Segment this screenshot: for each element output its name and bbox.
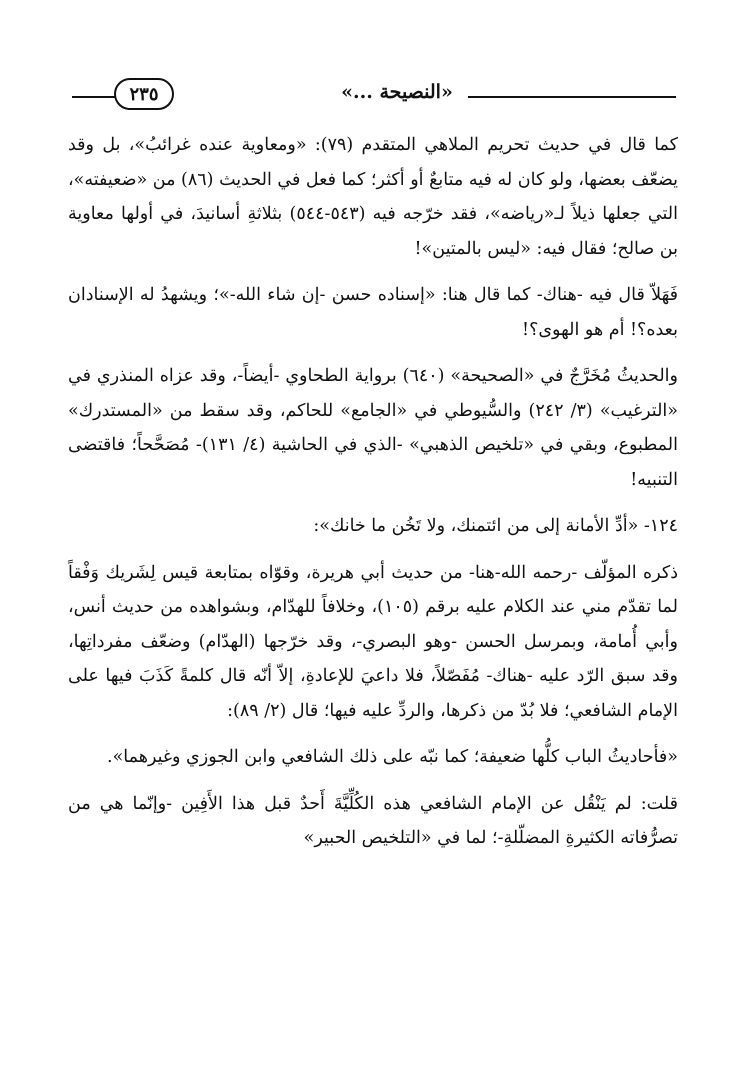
- page-body: [68, 128, 678, 856]
- quotation: «فأحاديثُ الباب كلُّها ضعيفة؛ كما نبّه على ذلك الشافعي وابن الجوزي وغيرهما».: [107, 747, 678, 767]
- hadith-heading: ١٢٤- «أدِّ الأمانة إلى من ائتمنك، ولا تَخُن ما خانك»:: [313, 516, 678, 536]
- paragraph-gap: [68, 347, 678, 359]
- page-header: [0, 72, 745, 120]
- paragraph-1: كما قال في حديث تحريم الملاهي المتقدم (٧٩): «ومعاوية عنده غرائبُ»، بل وقد يضعّف بعضها، ولو كان له فيه متابعٌ أو أكثر؛ كما فعل في الحديث (٨٦) من «ضعيفته»، التي جعلها ذيلاً لـ«رياضه»، فقد خرّجه فيه (٥٤٣-٥٤٤) بثلاثةِ أسانيدَ، في أولها معاوية بن صالح؛ فقال فيه: «ليس بالمتين»!: [68, 135, 678, 259]
- paragraph-5: ذكره المؤلّف -رحمه الله-هنا- من حديث أبي هريرة، وقوّاه بمتابعة قيس لِشَريك وَفْقاً لما تقدّم مني عند الكلام عليه برقم (١٠٥)، وخلافاً للهدّام، وبشواهده من حديث أنس، وأبي أُمامة، وبمرسل الحسن -وهو البصري-، وقد خرّجها (الهدّام) وضعّف مفرداتِها، وقد سبق الرّد عليه -هناك- مُفَصّلاً، فلا داعيَ للإعادةِ، إلاّ أنّه قال كلمةً كَذَبَ فيها على الإمام الشافعي؛ فلا بُدّ من ذكرها، والردِّ عليه فيها؛ قال (٢/ ٨٩):: [68, 562, 678, 721]
- page-number-badge: [114, 78, 174, 110]
- paragraph-3: والحديثُ مُخَرَّجٌ في «الصحيحة» (٦٤٠) برواية الطحاوي -أيضاً-، وقد عزاه المنذري في «الترغيب» (٣/ ٢٤٢) والسُّيوطي في «الجامع» للحاكم، وقد سقط من «المستدرك» المطبوع، وبقي في «تلخيص الذهبي» -الذي في الحاشية (٤/ ١٣١)- مُصَحَّحاً؛ فاقتضى التنبيه!: [68, 366, 678, 490]
- page-number: ٢٣٥: [129, 83, 159, 105]
- running-title: «النصيحة ...»: [341, 81, 453, 103]
- paragraph-gap: [68, 728, 678, 740]
- paragraph-7: قلت: لم يَنْقُل عن الإمام الشافعي هذه الكُلِّيَّةَ أَحدٌ قبل هذا الأَفِين -وإنّما هي من تصرُّفاته الكثيرةِ المضلّلةِ-؛ لما في «التلخيص الحبير»: [68, 793, 678, 848]
- paragraph-2: فَهَلاّ قال فيه -هناك- كما قال هنا: «إسناده حسن -إن شاء الله-»؛ ويشهدُ له الإسنادان بعده؟! أم هو الهوى؟!: [68, 285, 678, 340]
- paragraph-gap: [68, 775, 678, 787]
- paragraph-gap: [68, 266, 678, 278]
- paragraph-gap: [68, 544, 678, 556]
- paragraph-gap: [68, 497, 678, 509]
- header-rule-right: [468, 96, 676, 98]
